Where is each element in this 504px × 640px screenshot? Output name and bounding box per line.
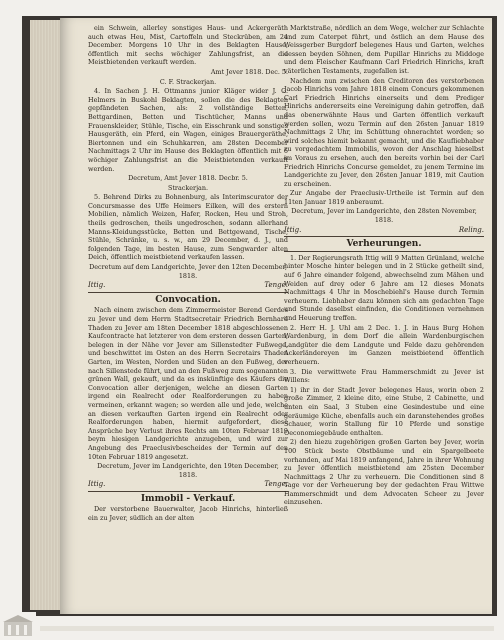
- footer-bar: [40, 626, 494, 631]
- convocation-signatures: [88, 480, 288, 489]
- verheurung-3b: 2) den hiezu zugehörigen großen Garten bey Jever, worin 100 Stück beste Obstbäume und ein Spargelbeete vorhanden, auf Mai 1819 anfangend, Jahre in ihrer Wohnung zu Jever öffentlich meistbietend am 25sten December Nachmittags 2 Uhr zu verheuern. Die Conditionen sind 8 Tage vor der Verheuerung bey der gedachten Frau Wittwe Hammerschmidt und dem Advocaten Scheer zu Jever einzusehen.: [284, 438, 484, 507]
- right-middle-name-left: Ittig.: [284, 225, 302, 234]
- divider: [88, 491, 288, 492]
- item-4-sign: Decretum, Amt Jever 1818. Decbr. 5.: [128, 174, 248, 183]
- verheurung-3-intro: 3. Die verwittwete Frau Hammerschmidt zu Jever ist Willens:: [284, 367, 484, 385]
- right-middle-name-right: Reling.: [458, 225, 484, 234]
- convocation-sign: Decretum, Jever im Landgerichte, den 19ten December, 1818.: [97, 462, 279, 479]
- intro-name: C. F. Strackerjan.: [159, 77, 217, 86]
- item-4-text: 4. In Sachen J. H. Ottmanns junior Kläger wider J. G. Helmers in Buskohl Beklagten, sollen die des Beklagten gepfändeten Sachen, als: 2 vollständige Betten, Bettgardinen, Betten und Tischtücher, Manns und Frauenskleider, Stühle, Tische, ein Eisschrank und sonstiges Hausgeräth, ein Pferd, ein Wagen, einiges Brauergeräthe, Biertonnen und ein Schuhkarren, am 28sten December Nachmittags 2 Uhr im Hause des Beklagten öffentlich mit 6 wöchiger Zahlungsfrist an die Meistbietenden verkauft werden.: [88, 87, 288, 173]
- item-5-text: 5. Behrend Dirks zu Bohnenburg, als Interimscurator der Concursmasse des Uffe Heimers Eilken, will des erstern Mobilien, nämlich Weizen, Hafer, Rocken, Heu und Stroh, theils gedroschen, theils ungedroschen, sodann allerhand Manns-Kleidungsstücke, Betten und Bettgewand, Tische, Stühle, Schränke, u. s. w., am 29 December, d. J., und folgenden Tage, im besten Hause, zum Sengwarder alten Deich, öffentlich meistbietend verkaufen lassen.: [88, 193, 288, 262]
- page-stack: [30, 20, 64, 610]
- item-5-name-left: Ittig.: [88, 281, 106, 290]
- verheurung-2: 2. Herr H. J. Uhl am 2 Dec. 1. J. in Haus Burg Hohen Wardenburg, in dem Dorf die allein Wardenburgischen Landgüter die dem Landgute und Felde dazu gehörenden Ackerländereyen im Ganzen meistbietend öffentlich verheuern.: [284, 323, 484, 366]
- verheurung-3a: 1) ihr in der Stadt Jever belegenes Haus, worin oben 2 große Zimmer, 2 kleine dito, eine Stube, 2 Cabinette, und unten ein Saal, 3 Stuben eine Gesindestube und eine geräumige Küche, ebenfalls auch ein daranstehendes großes Schauer, worin Stallung für 10 Pferde und sonstige Oeconomiegebäude enthalten.: [284, 385, 484, 437]
- right-middle-text: Nachdem nun zwischen den Creditoren des verstorbenen Jacob Hinrichs vom Jahre 1818 einem Concurs gekommenen Carl Friedrich Hinrichs einerseits und dem Prediger Hinrichs andererseits eine Vereinigung dahin getroffen, daß das obenerwähnte Haus und Garten öffentlich verkauft werden sollen, wozu Termin auf den 26sten Januar 1819 Nachmittags 2 Uhr, im Schüttung ohnerachtet worden; so wird solches hiemit bekannt gemacht, und die Kaufliebhaber zu vorgedachtem Immobilis, wovon der Anschlag hieselbst im Voraus zu ersehen, auch den bereits vorhin bei der Carl Friedrich Hinrichs Concurse gemeldet, zu jenem Termine im Landgerichte zu Jever, den 26sten Januar 1819, mit Caution zu erscheinen.: [284, 76, 484, 188]
- convocation-name-left: Ittig.: [88, 480, 106, 489]
- convocation-text: Nach einem zwischen dem Zimmermeister Berend Gerdes zu Jever und dem Herrn Stadtsecretair Friedrich Bernhard Thaden zu Jever am 18ten December 1818 abgeschlossenen Kaufcontracte hat letzterer von dem ersteren dessen Garten, belegen in der Nähe vor Jever am Sillenstedter Fußwege, und beschwittet im Osten an des Herrn Secretairs Thaden Garten, im Westen, Norden und Süden an den Fußweg, der nach Sillenstede führt, und an den Fußweg zum sogenannten grünen Wall, gekauft, und da es inskünftige des Käufers die Convocation aller derjenigen, welche an diesen Garten irgend ein Realrecht oder Realforderungen zu haben vermeinen, erkannt wagen; so werden alle und jede, welche an diesen verkauften Garten irgend ein Realrecht oder Realforderungen haben, hiermit aufgefordert, diese Ansprüche bey Verlust ihres Rechts am 10ten Februar 1819 beym hiesigen Landgerichte anzugeben, und wird zur Angebung des Praeclusivbescheides der Termin auf den 10ten Februar 1819 angesetzt.: [88, 306, 288, 461]
- intro-text: ein Schwein, allerley sonstiges Haus- und Ackergeräth auch etwas Heu, Mist, Cartoffeln und Steckrüben, am 24 December. Morgens 10 Uhr in des Beklagten Hause, öffentlich mit sechs wöchiger Zahlungsfrist, an die Meistbietenden verkauft werden.: [88, 24, 288, 67]
- document-page: [60, 18, 492, 614]
- immobil-heading: Immobil - Verkauf.: [140, 493, 236, 504]
- library-logo-icon: [0, 612, 36, 640]
- right-middle-text-2: Zur Angabe der Praeclusiv-Urtheile ist Termin auf den 11ten Januar 1819 anberaumt.: [284, 189, 484, 206]
- item-5-name-right: Tenge.: [264, 281, 288, 290]
- verheurungen-heading: Verheurungen.: [346, 239, 422, 250]
- intro-sign: Amt Jever 1818. Dec. 5.: [210, 67, 288, 76]
- divider: [88, 292, 288, 293]
- right-middle-signatures: [284, 226, 484, 235]
- divider: [284, 236, 484, 237]
- left-column: [88, 24, 288, 524]
- convocation-name-right: Tenge.: [264, 480, 288, 489]
- convocation-heading: Convocation.: [155, 294, 221, 305]
- item-5-sign: Decretum auf dem Landgerichte, Jever den 12ten December, 1818.: [89, 263, 287, 280]
- right-middle-sign: Decretum, Jever im Landgerichte, den 28sten November, 1818.: [291, 207, 477, 225]
- verheurung-1: 1. Der Regierungsrath Ittig will 9 Matten Grünland, welche hinter Mosche hinter belegen und in 2 Stücke getheilt sind, auf 6 Jahre einander folgend, abwechselnd zum Mähen und Weiden auf drey oder 6 Jahre am 12 dieses Monats Nachmittags 4 Uhr in Moschebiehl's Hause durch Termin verheuern. Liebhaber dazu können sich am gedachten Tage und Stunde daselbst einfinden, die Conditionen vernehmen und Heuerung treffen.: [284, 253, 484, 322]
- immobil-text: Der verstorbene Bauerwalter, Jacob Hinrichs, hinterließ ein zu Jever, südlich an der alten: [88, 505, 288, 523]
- right-top-text: Marktstraße, nördlich an dem Wege, welcher zur Schlachte und zum Caterpet führt, und östlich an dem Hause des Weissgerber Burgdorf belegenes Haus und Garten, welches dessen beyden Söhnen, dem Pupillar Hinrichs zu Middoge und dem Fleischer Kaufmann Carl Friedrich Hinrichs, kraft väterlichen Testaments, zugefallen ist.: [284, 24, 484, 75]
- item-5-signatures: [88, 281, 288, 290]
- divider: [284, 251, 484, 252]
- item-4-name: Strackerjan.: [167, 183, 209, 192]
- right-column: [284, 24, 484, 508]
